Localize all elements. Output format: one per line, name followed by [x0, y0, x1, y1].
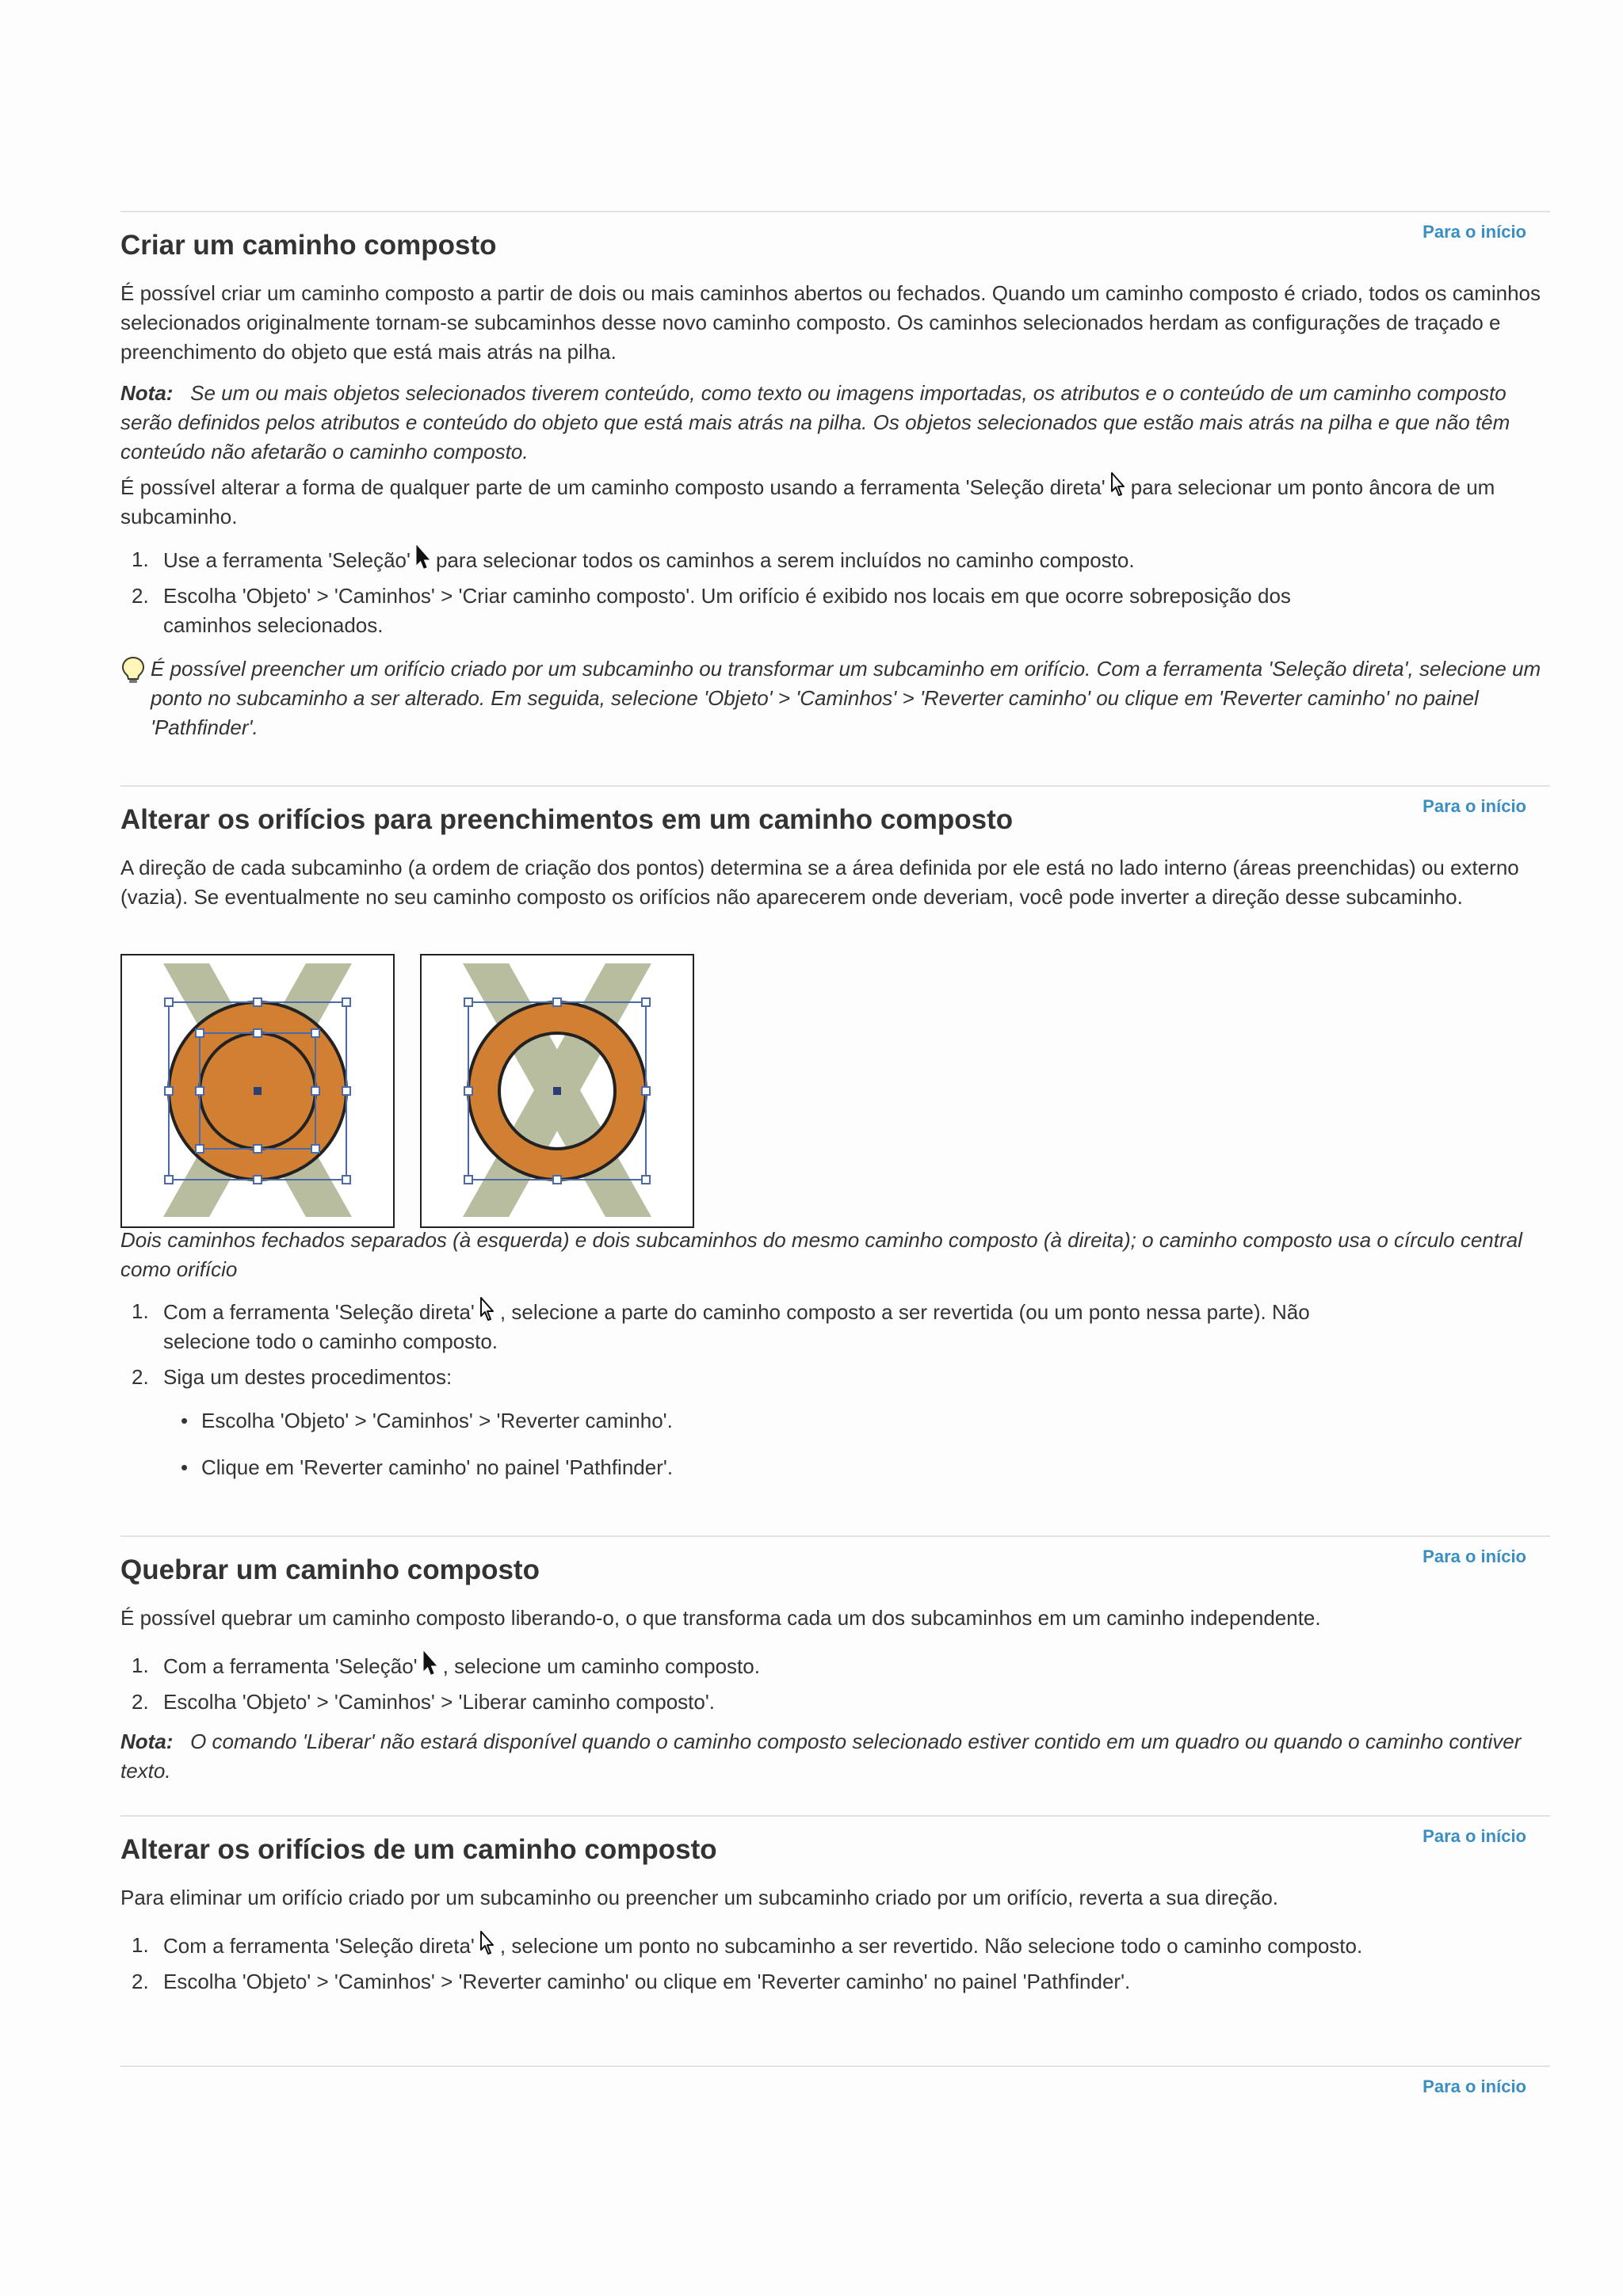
paragraph: A direção de cada subcaminho (a ordem de criação dos pontos) determina se a área definida por ele está no lado interno (áreas preenchidas) ou externo (vazia). Se eventualmente no seu caminho composto os orifícios não aparecerem onde deveriam, você pode inverter a direção desse subcaminho.: [120, 856, 1519, 909]
step-number: 2.: [132, 1365, 149, 1389]
back-to-top-link[interactable]: Para o início: [1423, 222, 1526, 242]
note-label: Nota:: [120, 381, 174, 405]
section-divider: [120, 2065, 1550, 2067]
list-item: [120, 1967, 1547, 1997]
steps-list: [120, 1651, 1547, 1723]
section-break-compound-path: [120, 1535, 1550, 1783]
list-item: [120, 1363, 1547, 1482]
note-text: Se um ou mais objetos selecionados tiverem conteúdo, como texto ou imagens importadas, os atributos e o conteúdo de um caminho composto serão definidos pelos atributos e conteúdo do objeto que está mais atrás na pilha. Os objetos selecionados que estão mais atrás na pilha e que não têm conteúdo não afetarão o caminho composto.: [120, 381, 1510, 463]
note: [120, 379, 1547, 467]
step-number: 2.: [132, 1690, 149, 1714]
step-number: 1.: [132, 547, 149, 571]
paragraph-text: para selecionar um ponto âncora de um subcaminho.: [120, 475, 1495, 528]
section-divider: [120, 785, 1550, 787]
tip-text: É possível preencher um orifício criado por um subcaminho ou transformar um subcaminho em orifício. Com a ferramenta 'Seleção direta', selecione um ponto no subcaminho a ser alterado. Em seguida, selecione 'Objeto' > 'Caminhos' > 'Reverter caminho' ou clique em 'Reverter caminho' no painel 'Pathfinder'.: [151, 657, 1541, 739]
section-divider: [120, 211, 1550, 212]
steps-list: [120, 1297, 1547, 1497]
section-divider: [120, 1535, 1550, 1537]
bullet-list: [163, 1403, 1547, 1482]
steps-list: [120, 1931, 1547, 2003]
step-number: 1.: [132, 1653, 149, 1677]
paragraph: [120, 472, 1547, 532]
section-holes-to-fills: [120, 785, 1550, 1479]
section-create-compound-path: [120, 211, 1550, 739]
back-to-top-link[interactable]: Para o início: [1423, 1826, 1526, 1846]
back-to-top-link[interactable]: Para o início: [1423, 1547, 1526, 1566]
section-title: Quebrar um caminho composto: [120, 1554, 540, 1585]
list-item: [120, 1931, 1547, 1961]
paragraph-text: É possível alterar a forma de qualquer parte de um caminho composto usando a ferramenta 'Seleção direta': [120, 475, 1106, 499]
step-text: , selecione a parte do caminho composto a ser revertida (ou um ponto nessa parte). Não selecione todo o caminho composto.: [163, 1300, 1310, 1353]
selection-cursor-icon: [422, 1651, 438, 1676]
note-text: O comando 'Liberar' não estará disponível quando o caminho composto selecionado estiver contido em um quadro ou quando o caminho contiver texto.: [120, 1730, 1522, 1783]
lightbulb-icon: [120, 656, 146, 685]
section-divider: [120, 1815, 1550, 1817]
step-number: 2.: [132, 584, 149, 608]
figure-separate-paths: [120, 954, 395, 1228]
tip: [120, 654, 1547, 742]
direct-selection-cursor-icon: [479, 1297, 495, 1322]
step-text: Escolha 'Objeto' > 'Caminhos' > 'Criar caminho composto'. Um orifício é exibido nos locais em que ocorre sobreposição dos caminhos selecionados.: [163, 584, 1291, 637]
bullet-item: • Clique em 'Reverter caminho' no painel 'Pathfinder'.: [163, 1450, 1547, 1482]
section-title: Criar um caminho composto: [120, 230, 497, 261]
step-text: Escolha 'Objeto' > 'Caminhos' > 'Reverter caminho' ou clique em 'Reverter caminho' no painel 'Pathfinder'.: [163, 1970, 1131, 1993]
paragraph: É possível criar um caminho composto a partir de dois ou mais caminhos abertos ou fechados. Quando um caminho composto é criado, todos os caminhos selecionados originalmente tornam-se subcaminhos desse novo caminho composto. Os caminhos selecionados herdam as configurações de traçado e preenchimento do objeto que está mais atrás na pilha.: [120, 281, 1541, 364]
back-to-top-link[interactable]: Para o início: [1423, 796, 1526, 816]
list-item: [120, 582, 1547, 640]
footer-section: [120, 2065, 1550, 2096]
section-title: Alterar os orifícios de um caminho composto: [120, 1834, 717, 1865]
step-number: 1.: [132, 1933, 149, 1957]
step-number: 2.: [132, 1970, 149, 1993]
selection-cursor-icon: [415, 545, 431, 570]
step-text: , selecione um caminho composto.: [442, 1654, 760, 1678]
paragraph: É possível quebrar um caminho composto liberando-o, o que transforma cada um dos subcaminhos em um caminho independente.: [120, 1606, 1321, 1630]
step-text: , selecione um ponto no subcaminho a ser revertido. Não selecione todo o caminho composto.: [499, 1934, 1363, 1958]
note-label: Nota:: [120, 1730, 174, 1753]
paragraph: Para eliminar um orifício criado por um subcaminho ou preencher um subcaminho criado por um orifício, reverta a sua direção.: [120, 1886, 1279, 1909]
step-text: Use a ferramenta 'Seleção': [163, 548, 411, 572]
step-text: para selecionar todos os caminhos a serem incluídos no caminho composto.: [435, 548, 1135, 572]
step-number: 1.: [132, 1299, 149, 1323]
note: [120, 1727, 1547, 1786]
section-title: Alterar os orifícios para preenchimentos em um caminho composto: [120, 804, 1014, 835]
step-text: Siga um destes procedimentos:: [163, 1365, 453, 1389]
list-item: [120, 1688, 1547, 1717]
list-item: [120, 1651, 1547, 1681]
direct-selection-cursor-icon: [479, 1931, 495, 1956]
figure-compound-path: [420, 954, 694, 1228]
step-text: Com a ferramenta 'Seleção direta': [163, 1934, 475, 1958]
step-text: Escolha 'Objeto' > 'Caminhos' > 'Liberar caminho composto'.: [163, 1690, 716, 1714]
step-text: Com a ferramenta 'Seleção': [163, 1654, 418, 1678]
list-item: [120, 545, 1547, 575]
direct-selection-cursor-icon: [1110, 472, 1126, 498]
bullet-item: • Escolha 'Objeto' > 'Caminhos' > 'Reverter caminho'.: [163, 1403, 1547, 1436]
back-to-top-link[interactable]: Para o início: [1423, 2077, 1526, 2096]
list-item: [120, 1297, 1547, 1356]
figure-caption: Dois caminhos fechados separados (à esquerda) e dois subcaminhos do mesmo caminho composto (à direita); o caminho composto usa o círculo central como orifício: [120, 1228, 1522, 1281]
section-change-holes: [120, 1815, 1550, 1993]
steps-list: [120, 545, 1547, 646]
step-text: Com a ferramenta 'Seleção direta': [163, 1300, 475, 1324]
